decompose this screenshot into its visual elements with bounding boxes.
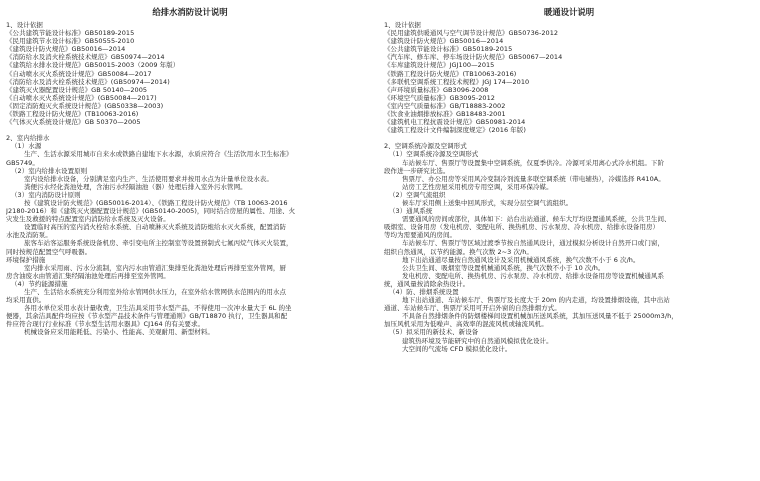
- text-line: 设置临时高压的室内消火栓给水系统、自动喷淋灭火系统及消防炮给水灭火系统，配置消防: [24, 223, 286, 232]
- text-line: 地下出站通道尽量按自然通风设计及采用机械通风系统，换气次数不小于 6 次/h。: [402, 255, 640, 264]
- text-line: GB5749。: [6, 158, 39, 167]
- text-line: 需要通风的房间或部位，具体如下：站台出站通道、候车大厅均设置通风系统，公共卫生间、: [402, 215, 671, 224]
- text-line: 大空间的气流场 CFD 模拟优化设计。: [402, 344, 512, 353]
- text-line: 公共卫生间、吸烟室等设置机械通风系统，换气次数不小于 10 次/h。: [402, 263, 605, 272]
- text-line: 统，通风量按消除余热设计。: [384, 279, 470, 288]
- text-line: J2180-2016）和《建筑灭火器配置设计规范》(GB50140-2005)，同时结合房屋的属性、用途、火: [6, 207, 296, 216]
- text-line: 同时按规范配置空气呼吸器。: [6, 247, 92, 256]
- text-line: 《建筑设计防火规范》GB50016—2014: [384, 37, 504, 46]
- text-line: 《声环境质量标准》GB3096-2008: [384, 85, 489, 94]
- text-line: 不具备自然排烟条件的防烟楼梯间设置机械加压送风系统，其加压送风量不低于 25000m3/h，: [402, 312, 678, 321]
- text-line: 站房工艺性房屋采用机房专用空调，采用环保冷媒。: [402, 182, 553, 191]
- text-line: 《固定消防炮灭火系统设计规范》(GB50338—2003): [6, 101, 164, 110]
- text-line: 《公共建筑节能设计标准》GB50189-2015: [6, 29, 135, 38]
- text-line: （3）室内消防设计原则: [11, 190, 81, 199]
- text-line: 按《建筑设计防火规范》(GB50016-2014）、《铁路工程设计防火规范》（TB 10063-2016: [24, 198, 288, 207]
- text-line: （4）防、排烟系统设置: [389, 288, 459, 296]
- text-line: （5）拟采用的新技术、新设备: [389, 328, 479, 337]
- text-line: 段作进一步研究比选。: [384, 166, 450, 175]
- text-line: 机械设备应采用能耗低、污染小、性能高、美观耐用、新型材料。: [24, 328, 214, 337]
- text-line: 《民用建筑节水设计标准》GB50555-2010: [6, 37, 135, 46]
- text-line: 组织自然通风，以节约能源。换气次数 2~3 次/h。: [384, 247, 533, 256]
- text-line: 《车库建筑设计规范》JGJ100—2015: [384, 61, 495, 70]
- text-line: 《消防给水及消火栓系统技术规范》GB50974—2014: [6, 53, 165, 62]
- text-line: （1）空调系统冷源及空调形式: [389, 150, 479, 159]
- text-line: 车站候车厅、售票厅等设置集中空调系统，仅夏季供冷。冷源可采用离心式冷水机组。下阶: [402, 158, 664, 167]
- text-line: 2、空调系统冷源及空调形式: [384, 142, 467, 151]
- text-line: 各用水单位采用水表计量收费，卫生洁具采用节水型产品，不得使用一次冲水量大于 6L 的坐: [24, 304, 292, 313]
- hvac-notes-title: 暖通设计说明: [543, 7, 595, 17]
- text-line: 《建筑工程设计文件编制深度规定》(2016 年版): [384, 126, 526, 135]
- text-line: 《建筑给水排水设计规范》GB50015-2003（2009 年版）: [6, 61, 180, 70]
- text-line: 房含油废水由管道汇集经隔油池处理后再排至室外管网。: [6, 271, 170, 280]
- text-line: 均采用直供。: [6, 296, 46, 305]
- text-line: 《多联机空调系统工程技术规程》JGJ 174—2010: [384, 77, 530, 86]
- text-line: （1）水源: [11, 142, 42, 151]
- text-line: 粪便污水经化粪池处理，含油污水经隔油池（器）处理后排入室外污水管网。: [24, 182, 247, 191]
- text-line: 室内设给排水设备，分别满足室内生产、生活使用要求并按用水点为计量单位设水表。: [24, 174, 273, 183]
- text-line: 1、设计依据: [6, 21, 43, 29]
- text-line: 便器，其余洁具配件均应按《节水型产品技术条件与管理通则》GB/T18870 执行，卫生器具和配: [6, 312, 288, 321]
- text-line: 室内排水采用雨、污水分流制，室内污水由管道汇集排至化粪池处理后再排至室外管网，厨: [24, 263, 286, 272]
- text-line: 建筑热环境及节能研究中的自然通风模拟优化设计。: [402, 336, 553, 345]
- text-line: 加压风机采用为低噪声、高效率的混流风机或轴流风机。: [384, 320, 548, 329]
- hvac-air-conditioning-section: [384, 142, 754, 352]
- text-line: 旅客车站客运服务系统设备机房、牵引变电所主控制室等设置预制式七氟丙烷气体灭火装置，: [24, 239, 293, 248]
- text-line: 等均为需要通风的房间。: [384, 231, 457, 240]
- text-line: （2）空调气流组织: [389, 190, 446, 199]
- text-line: 通道、车站候车厅、售票厅采用可开启外窗的自然排烟方式。: [384, 304, 561, 313]
- text-line: 《环境空气质量标准》GB3095-2012: [384, 93, 495, 102]
- text-line: 《民用建筑供暖通风与空气调节设计规范》GB50736-2012: [384, 29, 559, 38]
- text-line: 《室内空气质量标准》GB/T18883-2002: [384, 101, 506, 110]
- text-line: 水池及消防泵。: [6, 231, 52, 240]
- text-line: 生产、生活水源采用城市自来水或铁路自建地下水水源，水质应符合《生活饮用水卫生标准》: [24, 150, 293, 159]
- text-line: 吸烟室、设备用房（发电机房、变配电所、换热机房、污水泵房、冷水机房、给排水设备用房）: [384, 223, 660, 232]
- plumbing-fire-protection-notes: [6, 6, 374, 337]
- text-line: 《建筑机电工程抗震设计规范》GB50981-2014: [384, 118, 526, 127]
- text-line: 环境保护措施: [6, 255, 46, 264]
- plumbing-notes-title: 给排水消防设计说明: [152, 7, 228, 17]
- text-line: 候车厅采用侧上送集中回风形式，实现分层空调气流组织。: [402, 198, 573, 207]
- text-line: 1、设计依据: [384, 21, 421, 29]
- text-line: 件应符合现行行业标准《节水型生活用水器具》CJ164 的有关要求。: [6, 320, 205, 329]
- text-line: 《气体灭火系统设计规范》GB 50370—2005: [6, 118, 141, 127]
- text-line: 灾发生及救援的特点配置室内消防给水系统及灭火设备。: [6, 215, 170, 224]
- text-line: 车站候车厅、售票厅等区域过渡季节按自然通风设计，通过模拟分析设计自然开口或门窗，: [402, 239, 664, 248]
- text-line: （3）通风系统: [389, 207, 433, 216]
- text-line: 地下出站通道、车站候车厅、售票厅及长度大于 20m 的内走道，均设置排烟设施，其中出站: [402, 296, 670, 305]
- text-line: 售票厅、办公用房等采用风冷变制冷剂流量多联空调系统（带电辅热），冷媒选择 R410A。: [402, 174, 665, 183]
- hvac-design-notes: [384, 6, 754, 353]
- hvac-design-basis: [384, 21, 754, 134]
- text-line: （2）室内给排水设置原则: [11, 166, 88, 175]
- text-line: 《建筑灭火器配置设计规范》GB 50140—2005: [6, 85, 148, 94]
- text-line: 《公共建筑节能设计标准》GB50189-2015: [384, 45, 513, 54]
- text-line: 《铁路工程设计防火规范》(TB10063-2016): [6, 110, 139, 119]
- text-line: 《饮食业油烟排放标准》GB18483-2001: [384, 110, 506, 119]
- text-line: 生产、生活给水系统充分利用室外给水管网供水压力，在室外给水管网供水范围内的用水点: [24, 288, 286, 296]
- text-line: 2、室内给排水: [6, 134, 50, 143]
- text-line: 发电机房、变配电所、换热机房、污水泵房、冷水机房、给排水设备用房等设置机械通风系: [402, 271, 664, 280]
- text-line: （4）节约能源措施: [11, 279, 68, 288]
- text-line: 《自动喷水灭火系统设计规范》(GB50084—2017): [6, 93, 157, 102]
- text-line: 《汽车库、修车库、停车场设计防火规范》GB50067—2014: [384, 53, 563, 62]
- text-line: 《消防给水及消火栓系统技术规范》(GB50974—2014): [6, 77, 170, 86]
- plumbing-indoor-water-section: [6, 134, 374, 336]
- text-line: 《建筑设计防火规范》GB50016—2014: [6, 45, 126, 54]
- text-line: 《铁路工程设计防火规范》(TB10063-2016): [384, 69, 517, 78]
- plumbing-design-basis: [6, 21, 374, 126]
- text-line: 《自动喷水灭火系统设计规范》GB50084—2017: [6, 69, 152, 78]
